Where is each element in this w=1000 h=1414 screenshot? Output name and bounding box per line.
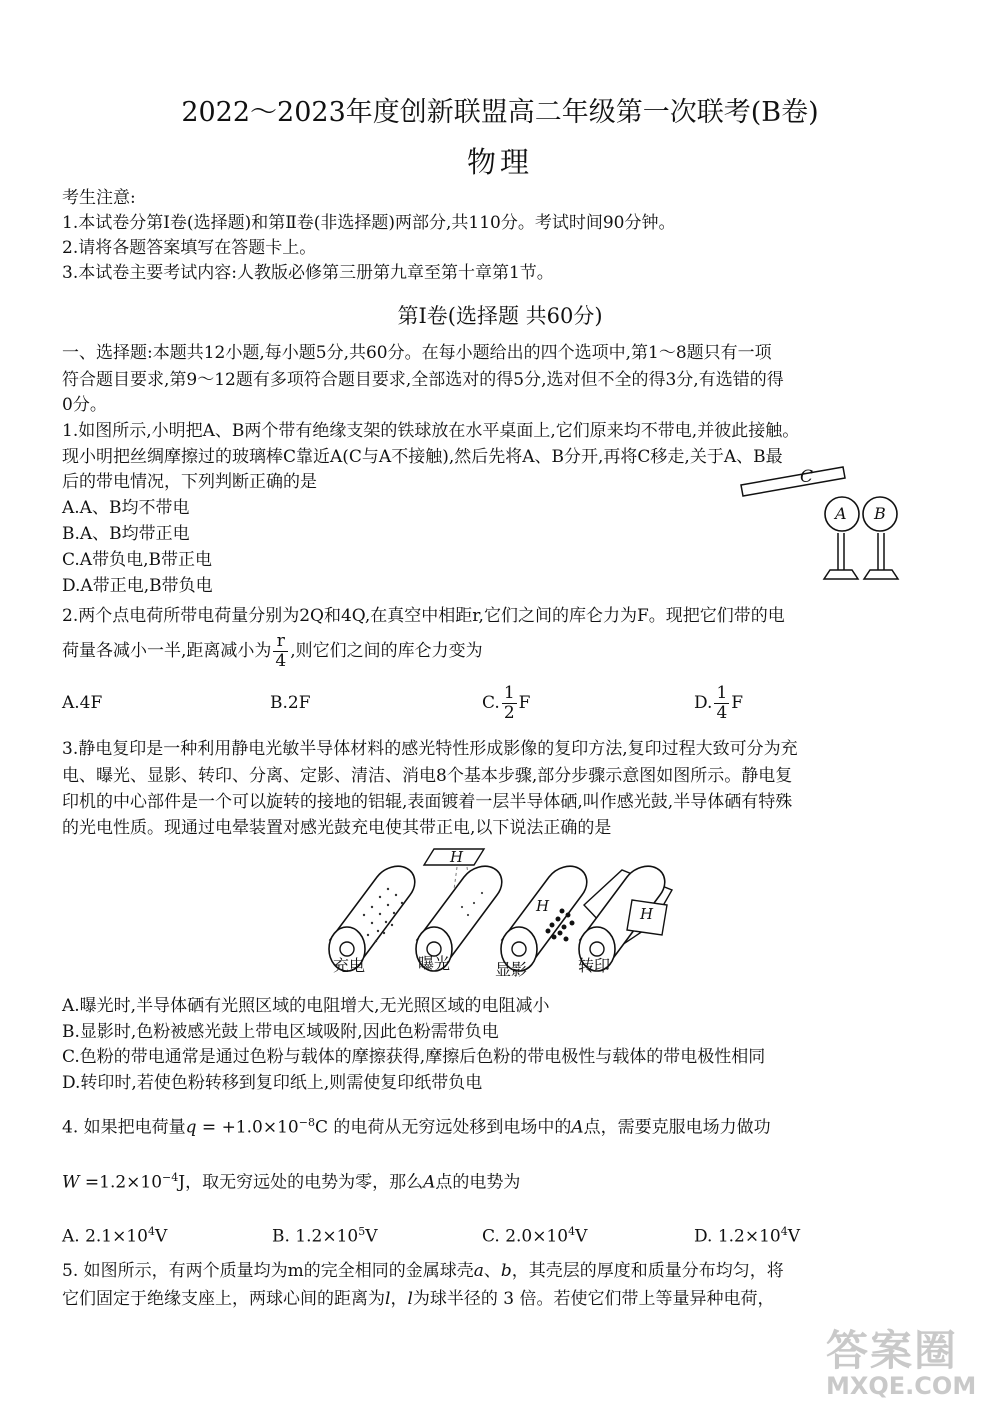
q1-stem-line: 现小明把丝绸摩擦过的玻璃棒C靠近A(C与A不接触),然后先将A、B分开,再将C移走,关于A、B最 [62, 447, 783, 467]
ball-b-label: B [874, 504, 886, 523]
q3-stem-line: 电、曝光、显影、转印、分离、定影、清洁、消电8个基本步骤,部分步骤示意图如图所示。静电复 [62, 766, 793, 786]
q1-option-c: C.A带负电,B带正电 [62, 550, 212, 570]
q3-option-a: A.曝光时,半导体硒有光照区域的电阻增大,无光照区域的电阻减小 [62, 996, 550, 1016]
subject-title: 物理 [466, 145, 533, 179]
caption-exposure: 曝光 [418, 954, 451, 973]
q1-stem-line: 后的带电情况，下列判断正确的是 [62, 472, 317, 492]
q3-option-b: B.显影时,色粉被感光鼓上带电区域吸附,因此色粉需带负电 [62, 1022, 499, 1042]
instruction-line: 0分。 [62, 395, 107, 415]
q4-stem-line: $W =1.2\times 10^{-4}J$，取无穷远处的电势为零，那么A点的电势为 [62, 1171, 521, 1193]
q5-stem-line: 它们固定于绝缘支座上，两球心间的距离为l，l为球半径的 3 倍。若使它们带上等量异种电荷， [62, 1289, 775, 1309]
q4-option-c: C. $2.0\times 10^4V$ [482, 1225, 588, 1247]
q3-option-c: C.色粉的带电通常是通过色粉与载体的摩擦获得,摩擦后色粉的带电极性与载体的带电极性相同 [62, 1047, 766, 1067]
q1-option-a: A.A、B均不带电 [62, 498, 190, 518]
q1-stem-line: 1.如图所示,小明把A、B两个带有绝缘支架的铁球放在水平桌面上,它们原来均不带电,并彼此接触。 [62, 421, 800, 441]
section-title: 第Ⅰ卷(选择题 共60分) [397, 304, 603, 328]
q4-option-b: B. $1.2\times 10^5V$ [272, 1225, 378, 1247]
notice-item: 2.请将各题答案填写在答题卡上。 [62, 238, 317, 258]
q1-option-b: B.A、B均带正电 [62, 524, 190, 544]
q2-option-a: A.4F [62, 693, 103, 713]
q2-option-c: C. $\frac{1}{2}$ F [482, 683, 531, 723]
glass-rod [741, 467, 845, 496]
q3-option-d: D.转印时,若使色粉转移到复印纸上,则需使复印纸带负电 [62, 1073, 483, 1093]
watermark-logo: 答案圈 [826, 1326, 959, 1375]
notice-item: 1.本试卷分第Ⅰ卷(选择题)和第Ⅱ卷(非选择题)两部分,共110分。考试时间90分钟。 [62, 213, 676, 233]
rod-label: C [800, 467, 814, 487]
instruction-line: 一、选择题:本题共12小题,每小题5分,共60分。在每小题给出的四个选项中,第1～8题只有一项 [62, 343, 772, 363]
q4-stem-line: 4. 如果把电荷量$q = +1.0\times 10^{-8}C$ 的电荷从无穷远处移到电场中的A点，需要克服电场力做功 [62, 1116, 771, 1138]
q2-stem-line: 2.两个点电荷所带电荷量分别为2Q和4Q,在真空中相距r,它们之间的库仑力为F。现把它们带的电 [62, 606, 785, 626]
notice-item: 3.本试卷主要考试内容:人教版必修第三册第九章至第十章第1节。 [62, 263, 554, 283]
image-letter-transfer: H [640, 905, 654, 923]
q3-stem-line: 的光电性质。现通过电晕装置对感光鼓充电使其带正电,以下说法正确的是 [62, 818, 612, 838]
q1-figure [735, 465, 925, 585]
q2-stem-line-2: 荷量各减小一半,距离减小为 $\frac{r}{4}$ ,则它们之间的库仑力变为 [62, 631, 483, 671]
exam-title: 2022～2023年度创新联盟高二年级第一次联考(B卷) [181, 97, 819, 128]
caption-developing: 显影 [495, 960, 528, 979]
ball-a-label: A [835, 504, 847, 523]
fraction-r-over-4: $\frac{r}{4}$ [275, 631, 287, 671]
q1-option-d: D.A带正电,B带负电 [62, 576, 213, 596]
watermark-url: MXQE.COM [826, 1372, 977, 1400]
drum-developing [501, 866, 587, 971]
q4-option-a: A. $2.1\times 10^4V$ [62, 1225, 168, 1247]
q2-option-b: B.2F [270, 693, 311, 713]
q3-stem-line: 印机的中心部件是一个可以旋转的接地的铝辊,表面镀着一层半导体硒,叫作感光鼓,半导体硒有特殊 [62, 792, 793, 812]
notice-heading: 考生注意: [62, 188, 136, 208]
caption-transfer: 转印 [578, 956, 611, 975]
instruction-line: 符合题目要求,第9～12题有多项符合题目要求,全部选对的得5分,选对但不全的得3分,有选错的得 [62, 370, 784, 390]
q5-stem-line: 5. 如图所示，有两个质量均为m的完全相同的金属球壳a、b，其壳层的厚度和质量分布均匀，将 [62, 1261, 784, 1281]
image-letter-exposure: H [450, 848, 464, 866]
q4-option-d: D. $1.2\times 10^4V$ [694, 1225, 801, 1247]
q2-option-d: D. $\frac{1}{4}$ F [694, 683, 744, 723]
caption-charging: 充电 [333, 956, 366, 975]
q3-stem-line: 3.静电复印是一种利用静电光敏半导体材料的感光特性形成影像的复印方法,复印过程大致可分为充 [62, 739, 798, 759]
image-letter-developing: H [536, 897, 550, 915]
